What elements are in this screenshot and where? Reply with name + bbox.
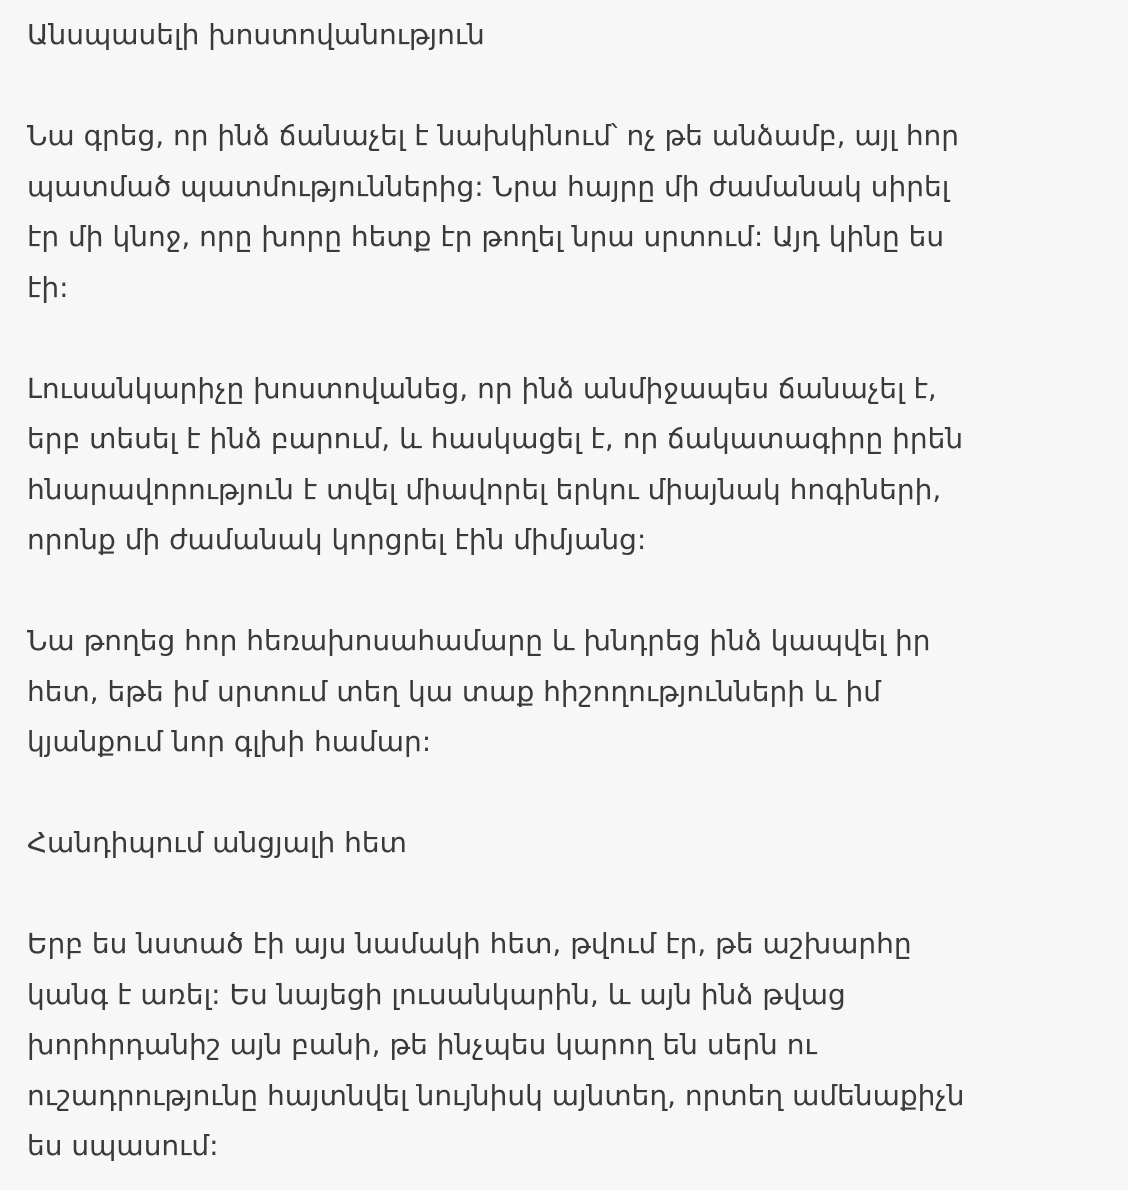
paragraph-2 (27, 364, 1107, 566)
text-line: կանգ է առել: Ես նայեցի լուսանկարին, և այն ինձ թվաց (27, 977, 846, 1011)
text-line: հետ, եթե իմ սրտում տեղ կա տաք հիշողությունների և իմ (27, 674, 881, 708)
spacer (27, 869, 1107, 920)
text-line: խորհրդանիշ այն բանի, թե ինչպես կարող են սերն ու (27, 1028, 817, 1061)
text-line: որոնք մի ժամանակ կորցրել էին միմյանց: (27, 523, 647, 556)
text-line: ուշադրությունը հայտնվել նույնիսկ այնտեղ, որտեղ ամենաքիչն (27, 1078, 965, 1112)
section-subtitle: Հանդիպում անցյալի հետ (27, 826, 407, 859)
text-line: պատմած պատմություններից: Նրա հայրը մի ժամանակ սիրել (27, 169, 950, 203)
text-line: էի: (27, 270, 69, 304)
text-line: ես սպասում: (27, 1129, 219, 1162)
paragraph-4 (27, 919, 1107, 1172)
text-line: կյանքում նոր գլխի համար: (27, 725, 432, 758)
document-body (27, 10, 1107, 1172)
text-line: Նա գրեց, որ ինձ ճանաչել է նախկինում՝ ոչ թե անձամբ, այլ հոր (27, 119, 960, 152)
spacer (27, 313, 1107, 364)
spacer (27, 61, 1107, 112)
section-title: Անսպասելի խոստովանություն (27, 18, 485, 51)
paragraph-3 (27, 616, 1107, 768)
text-line: էր մի կնոջ, որը խորը հետք էր թողել նրա սրտում: Այդ կինը ես (27, 220, 945, 253)
text-line: Նա թողեց հոր հեռախոսահամարը և խնդրեց ինձ կապվել իր (27, 624, 931, 657)
text-line: հնարավորություն է տվել միավորել երկու միայնակ հոգիների, (27, 472, 942, 506)
text-line: Երբ ես նստած էի այս նամակի հետ, թվում էր, թե աշխարհը (27, 927, 912, 960)
text-line: Լուսանկարիչը խոստովանեց, որ ինձ անմիջապես ճանաչել է, (27, 371, 937, 405)
spacer (27, 566, 1107, 617)
paragraph-1 (27, 111, 1107, 313)
spacer (27, 768, 1107, 819)
text-line: երբ տեսել է ինձ բարում, և հասկացել է, որ ճակատագիրը իրեն (27, 422, 964, 455)
